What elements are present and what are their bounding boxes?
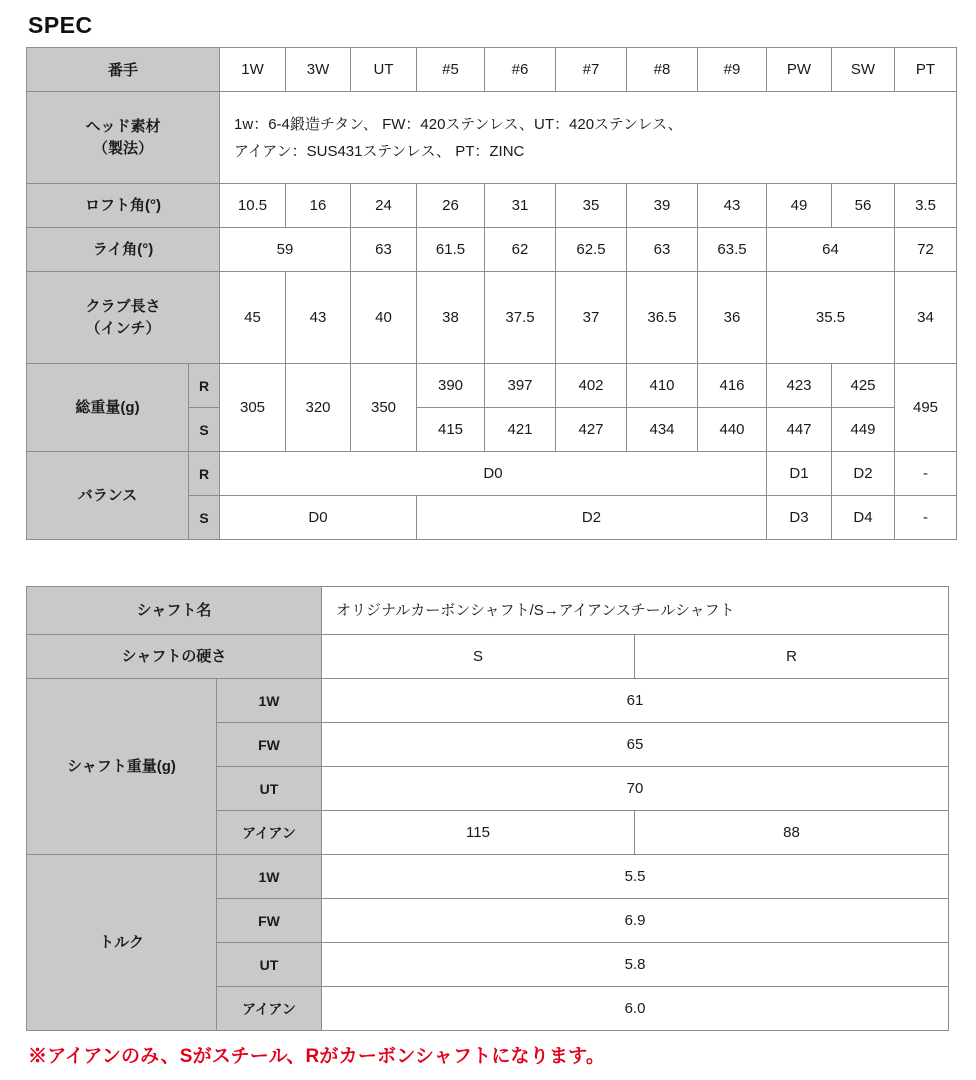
length-cell-7: 36	[698, 272, 767, 364]
loft-cell-8: 39	[627, 184, 698, 228]
lie-cell-7: 64	[767, 228, 895, 272]
lie-cell-0: 59	[220, 228, 351, 272]
total-weight-r-8: 410	[627, 364, 698, 408]
length-cell-2: 40	[351, 272, 417, 364]
table-row-lie	[27, 228, 957, 272]
shaft-weight-value-ut: 70	[322, 767, 949, 811]
total-weight-s-8: 434	[627, 408, 698, 452]
lie-cell-4: 62.5	[556, 228, 627, 272]
table-row-head-material	[27, 92, 957, 184]
balance-s-cell-3: D4	[832, 496, 895, 540]
club-cell-pw: PW	[767, 48, 832, 92]
length-cell-3: 38	[417, 272, 485, 364]
table-row-flex	[27, 635, 949, 679]
shaft-weight-club-1w: 1W	[217, 679, 322, 723]
head-material-label-line2: （製法）	[93, 139, 154, 157]
total-weight-3w: 320	[286, 364, 351, 452]
total-weight-s-6: 421	[485, 408, 556, 452]
club-cell-9: #9	[698, 48, 767, 92]
total-weight-r-5: 390	[417, 364, 485, 408]
row-label-length	[27, 272, 220, 364]
lie-cell-8: 72	[895, 228, 957, 272]
table-row-length	[27, 272, 957, 364]
length-cell-4: 37.5	[485, 272, 556, 364]
length-label-line2: （インチ）	[85, 319, 161, 337]
balance-flex-label-r: R	[189, 452, 220, 496]
total-weight-r-9: 416	[698, 364, 767, 408]
head-material-text-line1: 1w：6-4鍛造チタン、 FW：420ステンレス、UT：420ステンレス、	[234, 115, 683, 133]
row-label-loft: ロフト角(°)	[27, 184, 220, 228]
total-weight-s-pw: 447	[767, 408, 832, 452]
total-weight-r-7: 402	[556, 364, 627, 408]
club-cell-6: #6	[485, 48, 556, 92]
table-row-shaft-name	[27, 587, 949, 635]
row-label-total-weight: 総重量(g)	[27, 364, 189, 452]
table-row-club	[27, 48, 957, 92]
total-weight-r-sw: 425	[832, 364, 895, 408]
page-edge-left	[0, 0, 4, 1080]
footnote: ※アイアンのみ、Sがスチール、Rがカーボンシャフトになります。	[28, 1046, 606, 1067]
head-material-text-line2: アイアン：SUS431ステンレス、 PT：ZINC	[234, 142, 525, 160]
loft-cell-5: 26	[417, 184, 485, 228]
club-cell-7: #7	[556, 48, 627, 92]
total-weight-1w: 305	[220, 364, 286, 452]
torque-value-fw: 6.9	[322, 899, 949, 943]
club-cell-3w: 3W	[286, 48, 351, 92]
head-material-value	[220, 92, 957, 184]
length-cell-6: 36.5	[627, 272, 698, 364]
flex-label-s: S	[189, 408, 220, 452]
club-cell-5: #5	[417, 48, 485, 92]
row-label-head-material	[27, 92, 220, 184]
row-label-club: 番手	[27, 48, 220, 92]
shaft-weight-value-iron-s: 115	[322, 811, 635, 855]
lie-cell-5: 63	[627, 228, 698, 272]
table-row-torque-1w	[27, 855, 949, 899]
flex-value-s: S	[322, 635, 635, 679]
length-cell-1: 43	[286, 272, 351, 364]
row-label-torque: トルク	[27, 855, 217, 1031]
loft-cell-pt: 3.5	[895, 184, 957, 228]
total-weight-s-sw: 449	[832, 408, 895, 452]
torque-value-iron: 6.0	[322, 987, 949, 1031]
balance-flex-label-s: S	[189, 496, 220, 540]
row-label-flex: シャフトの硬さ	[27, 635, 322, 679]
total-weight-r-6: 397	[485, 364, 556, 408]
club-cell-pt: PT	[895, 48, 957, 92]
row-label-balance: バランス	[27, 452, 189, 540]
balance-s-cell-2: D3	[767, 496, 832, 540]
table-row-balance-r	[27, 452, 957, 496]
length-label-line1: クラブ長さ	[85, 297, 161, 315]
balance-s-cell-4: -	[895, 496, 957, 540]
spec-table	[26, 47, 957, 540]
torque-value-1w: 5.5	[322, 855, 949, 899]
balance-r-cell-3: -	[895, 452, 957, 496]
club-cell-1w: 1W	[220, 48, 286, 92]
flex-value-r: R	[635, 635, 949, 679]
club-cell-8: #8	[627, 48, 698, 92]
total-weight-s-9: 440	[698, 408, 767, 452]
length-cell-5: 37	[556, 272, 627, 364]
loft-cell-9: 43	[698, 184, 767, 228]
page-title: SPEC	[28, 12, 93, 38]
shaft-weight-club-ut: UT	[217, 767, 322, 811]
torque-club-ut: UT	[217, 943, 322, 987]
lie-cell-3: 62	[485, 228, 556, 272]
loft-cell-6: 31	[485, 184, 556, 228]
loft-cell-1w: 10.5	[220, 184, 286, 228]
length-cell-0: 45	[220, 272, 286, 364]
balance-s-cell-1: D2	[417, 496, 767, 540]
loft-cell-pw: 49	[767, 184, 832, 228]
club-cell-sw: SW	[832, 48, 895, 92]
row-label-shaft-name: シャフト名	[27, 587, 322, 635]
total-weight-r-pw: 423	[767, 364, 832, 408]
table-row-shaft-weight-1w	[27, 679, 949, 723]
torque-club-iron: アイアン	[217, 987, 322, 1031]
lie-cell-6: 63.5	[698, 228, 767, 272]
shaft-name-value: オリジナルカーボンシャフト/S→アイアンスチールシャフト	[322, 587, 949, 635]
row-label-lie: ライ角(°)	[27, 228, 220, 272]
torque-club-fw: FW	[217, 899, 322, 943]
shaft-weight-value-fw: 65	[322, 723, 949, 767]
balance-s-cell-0: D0	[220, 496, 417, 540]
length-cell-9: 34	[895, 272, 957, 364]
torque-club-1w: 1W	[217, 855, 322, 899]
table-spacer	[26, 540, 950, 586]
balance-r-cell-0: D0	[220, 452, 767, 496]
shaft-weight-club-fw: FW	[217, 723, 322, 767]
page-edge-right	[972, 0, 976, 1080]
balance-r-cell-1: D1	[767, 452, 832, 496]
lie-cell-2: 61.5	[417, 228, 485, 272]
shaft-table	[26, 586, 949, 1031]
loft-cell-3w: 16	[286, 184, 351, 228]
row-label-shaft-weight: シャフト重量(g)	[27, 679, 217, 855]
total-weight-pt: 495	[895, 364, 957, 452]
torque-value-ut: 5.8	[322, 943, 949, 987]
lie-cell-1: 63	[351, 228, 417, 272]
shaft-weight-value-1w: 61	[322, 679, 949, 723]
club-cell-ut: UT	[351, 48, 417, 92]
loft-cell-ut: 24	[351, 184, 417, 228]
total-weight-s-5: 415	[417, 408, 485, 452]
length-cell-8: 35.5	[767, 272, 895, 364]
loft-cell-7: 35	[556, 184, 627, 228]
total-weight-ut: 350	[351, 364, 417, 452]
loft-cell-sw: 56	[832, 184, 895, 228]
table-row-loft	[27, 184, 957, 228]
total-weight-s-7: 427	[556, 408, 627, 452]
balance-r-cell-2: D2	[832, 452, 895, 496]
head-material-label-line1: ヘッド素材	[85, 117, 161, 135]
table-row-total-weight-r	[27, 364, 957, 408]
shaft-weight-club-iron: アイアン	[217, 811, 322, 855]
flex-label-r: R	[189, 364, 220, 408]
shaft-weight-value-iron-r: 88	[635, 811, 949, 855]
